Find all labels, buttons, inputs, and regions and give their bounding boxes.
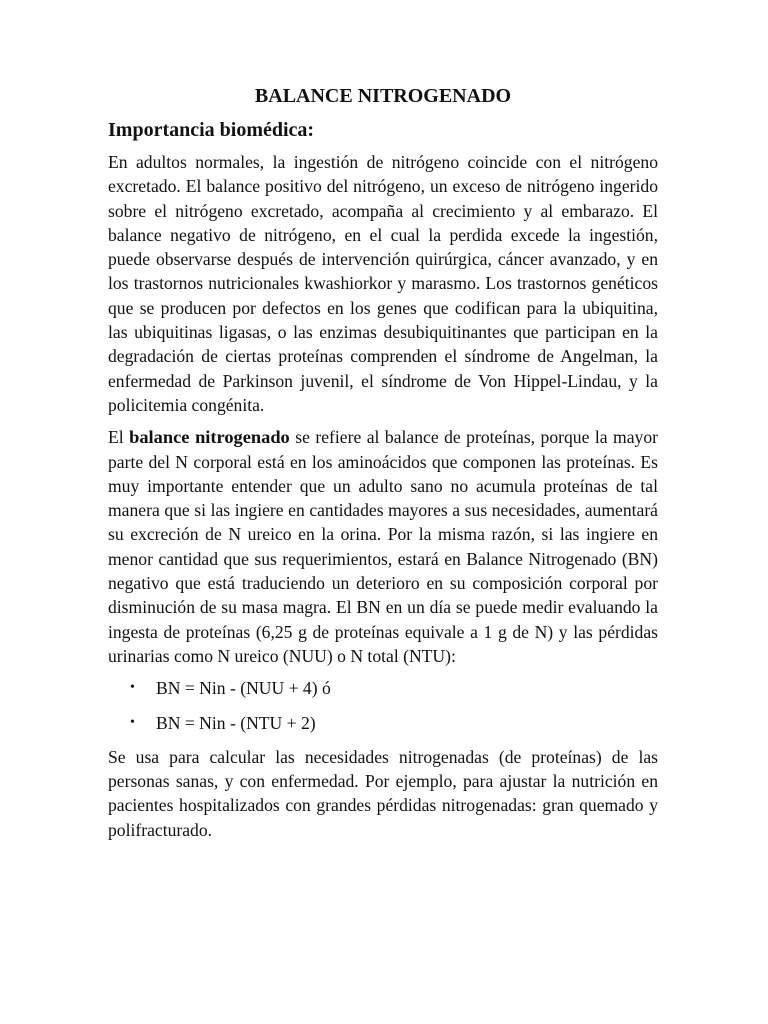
formula-item: [108, 676, 658, 700]
bold-term: balance nitrogenado: [129, 427, 290, 448]
formula-text: BN = Nin - (NUU + 4) ó: [156, 678, 331, 699]
formula-text: BN = Nin - (NTU + 2): [156, 712, 316, 733]
paragraph-lead: El: [108, 427, 130, 448]
bullet-icon: •: [130, 714, 135, 730]
bullet-icon: •: [130, 680, 135, 696]
formula-list: [108, 676, 658, 735]
paragraph-usage: Se usa para calcular las necesidades nitrogenadas (de proteínas) de las personas sanas, y con enfermedad. Por ejemplo, para ajustar la nutrición en pacientes hospitalizados con grandes pérdidas nitrogenadas: gran quemado y polifracturado.: [108, 746, 658, 840]
document-page: [108, 82, 658, 850]
document-title: BALANCE NITROGENADO: [254, 85, 512, 107]
paragraph-body: se refiere al balance de proteínas, porque la mayor parte del N corporal está en los aminoácidos que componen las proteínas. Es muy importante entender que un adulto sano no acumula proteínas de tal manera que si las ingiere en cantidades mayores a sus necesidades, aumentará su excreción de N ureico en la orina. Por la misma razón, si las ingiere en menor cantidad que sus requerimientos, estará en Balance Nitrogenado (BN) negativo que está traduciendo un deterioro en su composición corporal por disminución de su masa magra. El BN en un día se puede medir evaluando la ingesta de proteínas (6,25 g de proteínas equivale a 1 g de N) y las pérdidas urinarias como N ureico (NUU) o N total (NTU):: [108, 427, 658, 666]
paragraph-nitrogen-balance: [108, 425, 658, 668]
formula-item: [108, 711, 658, 735]
paragraph-biomedical-importance: En adultos normales, la ingestión de nitrógeno coincide con el nitrógeno excretado. El balance positivo del nitrógeno, un exceso de nitrógeno ingerido sobre el nitrógeno excretado, acompaña al crecimiento y al embarazo. El balance negativo de nitrógeno, en el cual la perdida excede la ingestión, puede observarse después de intervención quirúrgica, cáncer avanzado, y en los trastornos nutricionales kwashiorkor y marasmo. Los trastornos genéticos que se producen por defectos en los genes que codifican para la ubiquitina, las ubiquitinas ligasas, o las enzimas desubiquitinantes que participan en la degradación de ciertas proteínas comprenden el síndrome de Angelman, la enfermedad de Parkinson juvenil, el síndrome de Von Hippel-Lindau, y la policitemia congénita.: [108, 152, 658, 415]
section-heading: Importancia biomédica:: [108, 119, 315, 141]
